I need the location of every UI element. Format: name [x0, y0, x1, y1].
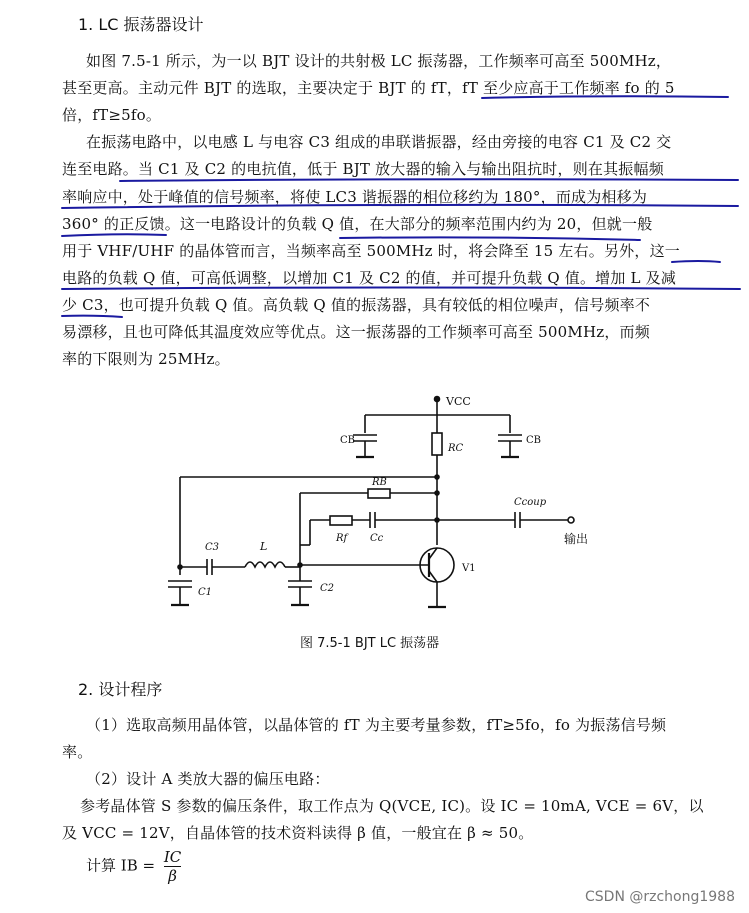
- rc-label: RC: [448, 443, 464, 454]
- resistor-rf: [330, 516, 352, 525]
- inductor-l: [245, 562, 285, 567]
- underline-mark: [62, 234, 166, 236]
- cc-label: Cc: [370, 533, 384, 544]
- fraction-numerator: IC: [163, 848, 182, 866]
- c3-label: C3: [205, 542, 220, 553]
- output-terminal: [568, 517, 574, 523]
- c1-label: C1: [198, 587, 213, 598]
- l-label: L: [260, 540, 268, 553]
- para-line: （1）选取高频用晶体管，以晶体管的 fT 为主要考量参数，fT≥5fo，fo 为振荡信号频: [86, 716, 667, 734]
- para-line: 少 C3，也可提升负载 Q 值。高负载 Q 值的振荡器，具有较低的相位噪声，信号频率不: [62, 296, 651, 314]
- underline-mark: [62, 205, 738, 208]
- c2-label: C2: [320, 583, 335, 594]
- capacitor-cb-left: [353, 435, 377, 457]
- para-line: 360° 的正反馈。这一电路设计的负载 Q 值，在大部分的频率范围内约为 20，但就一般: [62, 215, 653, 233]
- rb-label: RB: [372, 477, 387, 488]
- underline-mark: [340, 237, 640, 240]
- capacitor-c1: [168, 581, 192, 605]
- formula-prefix: 计算 IB =: [86, 856, 156, 875]
- para-line: 易漂移，且也可降低其温度效应等优点。这一振荡器的工作频率可高至 500MHz，而频: [62, 323, 650, 341]
- underline-mark: [672, 261, 720, 262]
- para-line: 率响应中，处于峰值的信号频率，将使 LC3 谐振器的相位移约为 180°，而成为相移为: [62, 188, 648, 206]
- underline-mark: [62, 316, 122, 317]
- para-line: 甚至更高。主动元件 BJT 的选取，主要决定于 BJT 的 fT，fT 至少应高于工作频率 fo 的 5: [62, 79, 675, 97]
- rf-label: Rf: [336, 533, 348, 544]
- section2-heading: 2. 设计程序: [78, 680, 163, 699]
- para-line: 用于 VHF/UHF 的晶体管而言，当频率高至 500MHz 时，将会降至 15 左右。另外，这一: [62, 242, 680, 260]
- underline-mark: [62, 288, 740, 290]
- ccoup-label: Ccoup: [514, 497, 547, 508]
- output-label: 输出: [564, 532, 589, 546]
- para-line: （2）设计 A 类放大器的偏压电路：: [86, 770, 330, 788]
- para-line: 电路的负载 Q 值，可高低调整，以增加 C1 及 C2 的值，并可提升负载 Q 值。增加 L 及减: [62, 269, 677, 287]
- resistor-rb: [368, 489, 390, 498]
- para-line: 连至电路。当 C1 及 C2 的电抗值，低于 BJT 放大器的输入与输出阻抗时，则在其振幅频: [62, 160, 664, 178]
- para-line: 率。: [62, 743, 93, 761]
- resistor-rc: [432, 433, 442, 455]
- para-line: 在振荡电路中，以电感 L 与电容 C3 组成的串联谐振器，经由旁接的电容 C1 及 C2 交: [86, 133, 672, 151]
- underline-mark: [120, 179, 738, 181]
- para-line: 倍，fT≥5fo。: [62, 106, 162, 124]
- vcc-terminal: [435, 397, 440, 402]
- underline-mark: [482, 96, 728, 98]
- figure-caption: 图 7.5-1 BJT LC 振荡器: [300, 636, 440, 651]
- junction-dot: [178, 565, 182, 569]
- csdn-watermark: CSDN @rzchong1988: [585, 889, 735, 905]
- cb-right-label: CB: [526, 435, 541, 446]
- fraction: [164, 848, 181, 885]
- capacitor-c2: [288, 567, 312, 605]
- para-line: 如图 7.5-1 所示，为一以 BJT 设计的共射极 LC 振荡器，工作频率可高至 500MHz，: [86, 52, 672, 70]
- para-line: 率的下限则为 25MHz。: [62, 350, 230, 368]
- section1-heading: 1. LC 振荡器设计: [78, 15, 204, 34]
- underline-annotations: [0, 0, 749, 380]
- v1-label: V1: [462, 563, 476, 574]
- para-line: 及 VCC = 12V，自晶体管的技术资料读得 β 值，一般宜在 β ≈ 50。: [62, 824, 534, 842]
- vcc-label: VCC: [446, 395, 471, 408]
- capacitor-cb-right: [498, 435, 522, 457]
- para-line: 参考晶体管 S 参数的偏压条件，取工作点为 Q(VCE, IC)。设 IC = 10mA, VCE = 6V，以: [80, 797, 704, 815]
- cb-left-label: CB: [340, 435, 355, 446]
- fraction-denominator: β: [168, 867, 177, 885]
- ib-formula: [86, 848, 181, 885]
- circuit-diagram: [150, 385, 610, 630]
